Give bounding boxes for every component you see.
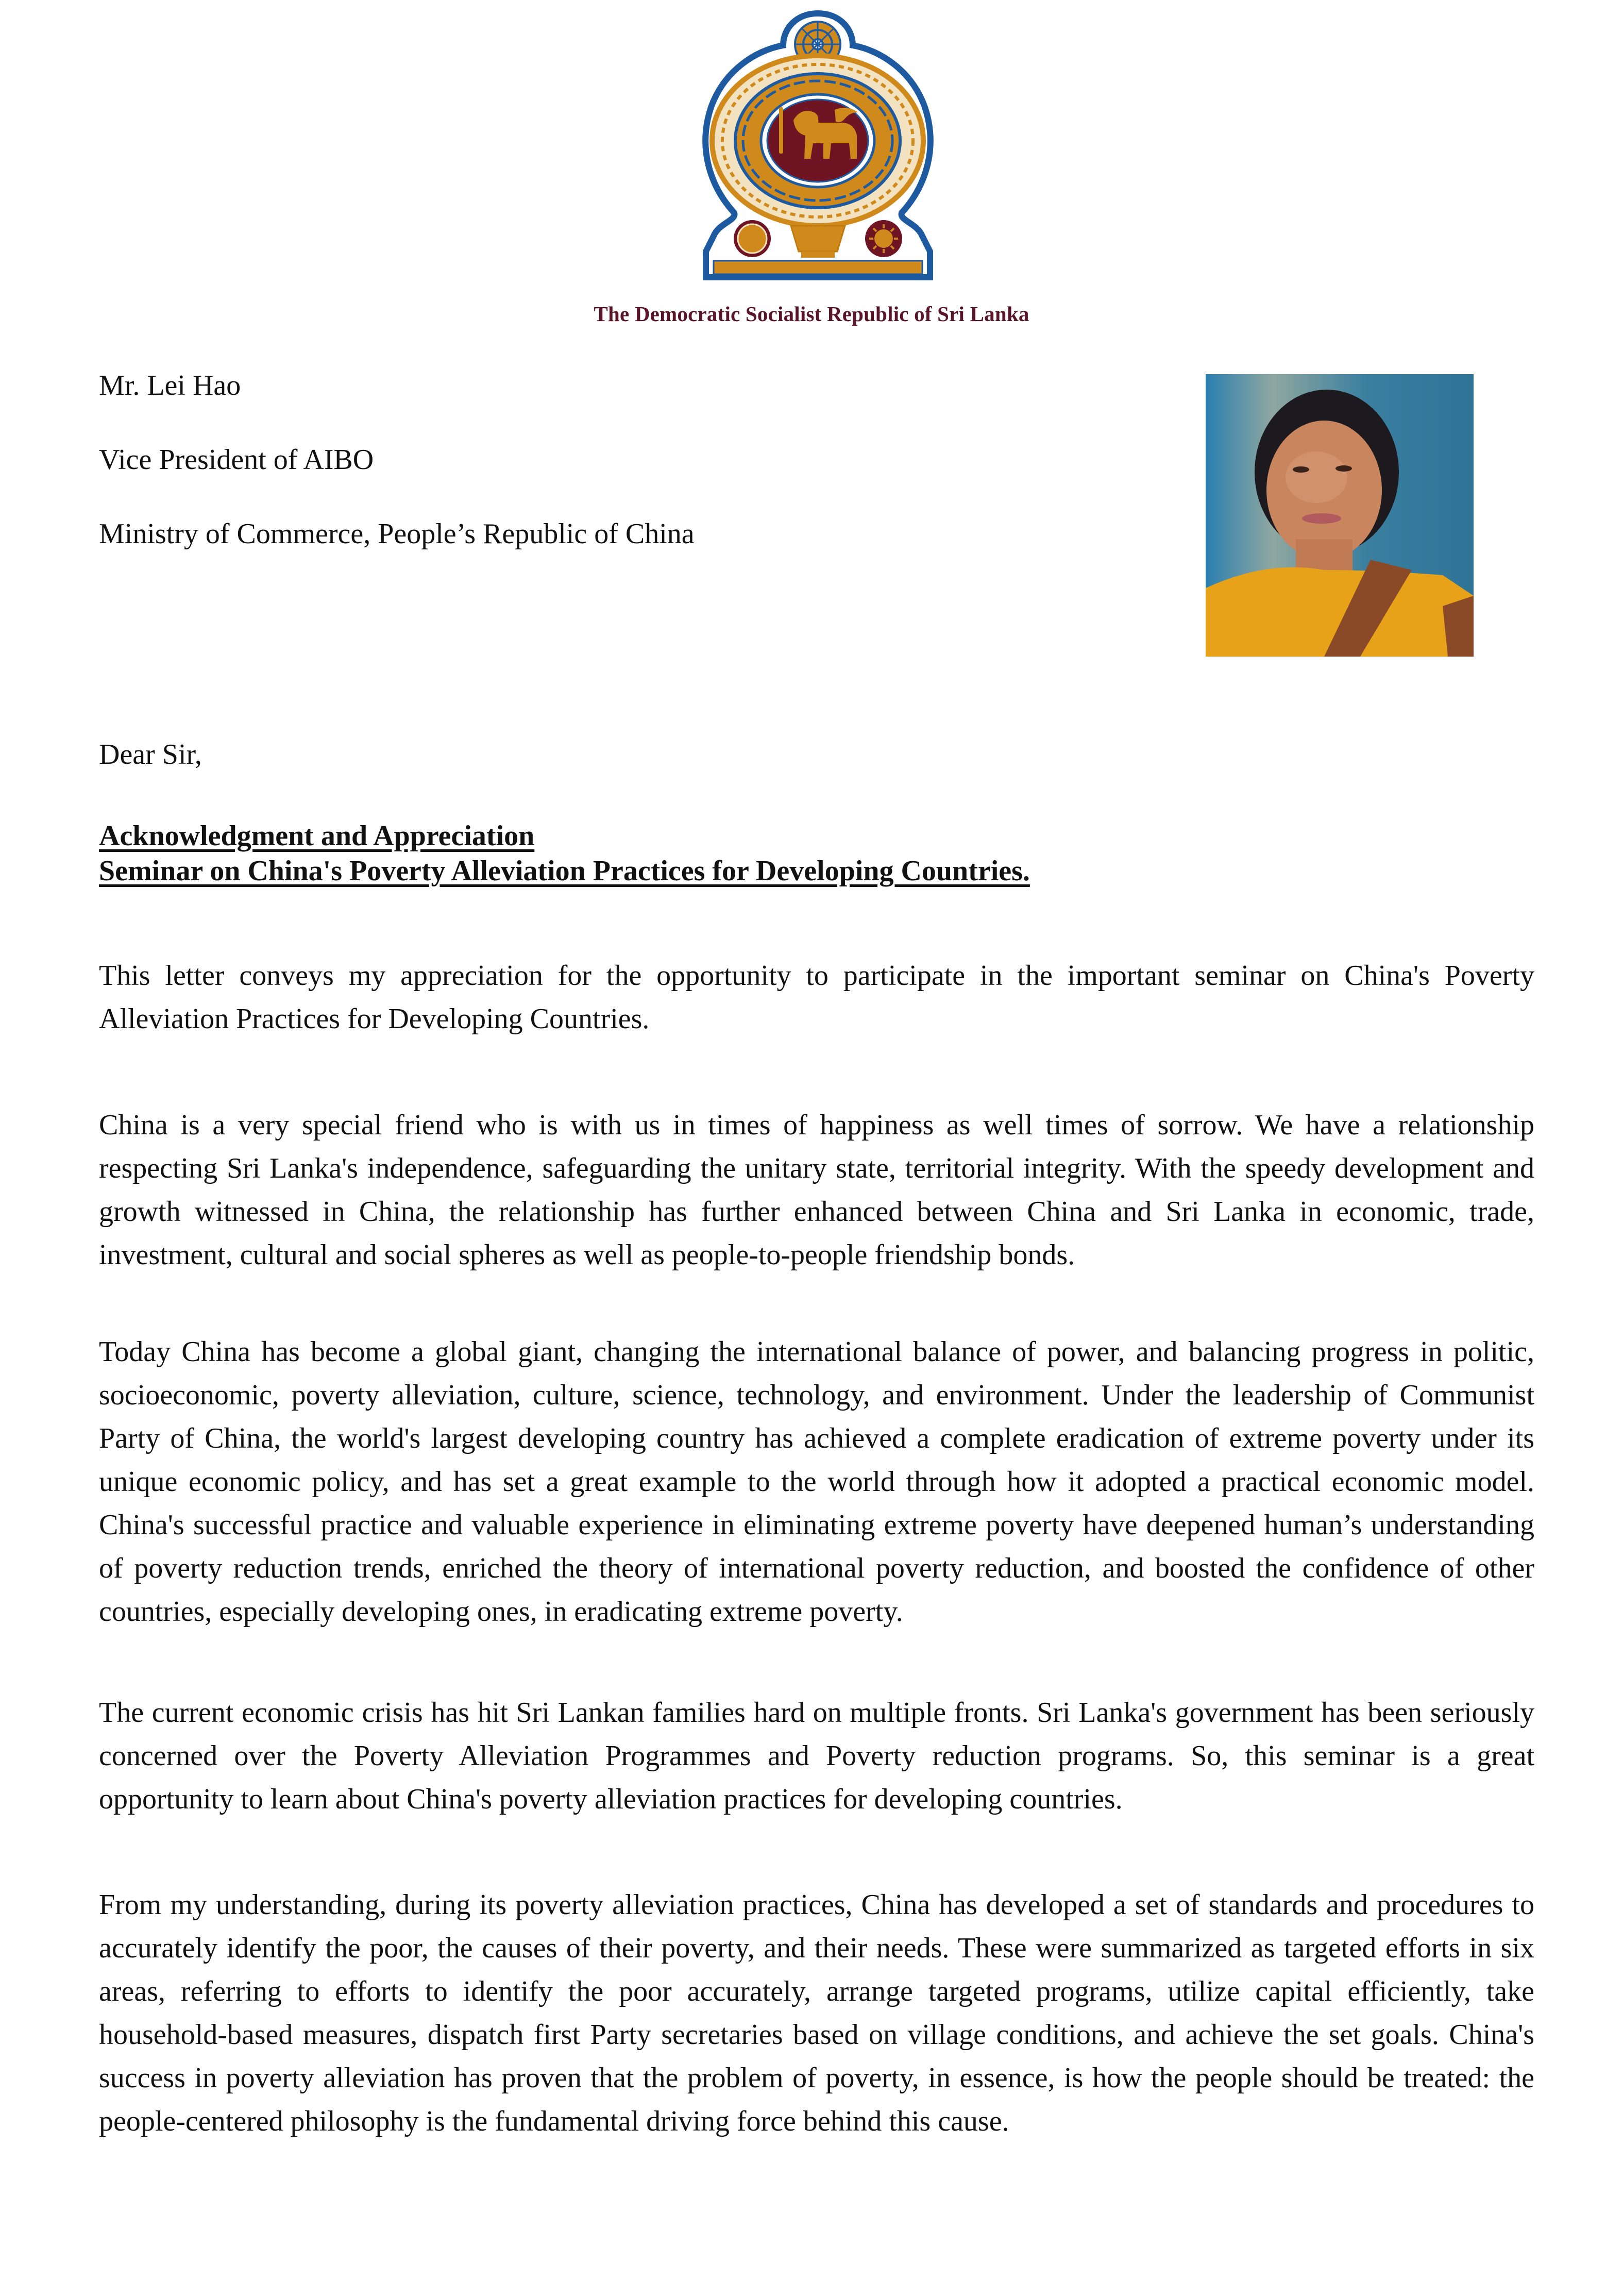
body-paragraph-4: The current economic crisis has hit Sri Lankan families hard on multiple fronts. Sri Lanka's government has been seriously concerned over the Poverty Alleviation Programmes and Poverty reduction programs. So, this seminar is a great opportunity to learn about China's poverty alleviation practices for developing countries. <box>99 1697 1534 1815</box>
body-paragraph-3: Today China has become a global giant, changing the international balance of power, and balancing progress in politic, socioeconomic, poverty alleviation, culture, science, technology, and environment. Under the leadership of Communist Party of China, the world's largest developing country has achieved a complete eradication of extreme poverty under its unique economic policy, and has set a great example to the world through how it adopted a practical economic model. China's successful practice and valuable experience in eliminating extreme poverty have deepened human’s understanding of poverty reduction trends, enriched the theory of international poverty reduction, and boosted the confidence of other countries, especially developing ones, in eradicating extreme poverty. <box>99 1336 1534 1628</box>
subject-line-1: Acknowledgment and Appreciation <box>99 820 535 852</box>
recipient-block <box>99 371 695 594</box>
recipient-organization: Ministry of Commerce, People’s Republic of China <box>99 518 695 550</box>
sri-lanka-emblem-icon <box>696 9 940 288</box>
portrait-photo <box>1206 374 1474 657</box>
body-paragraph-1: This letter conveys my appreciation for the opportunity to participate in the important seminar on China's Poverty Alleviation Practices for Developing Countries. <box>99 960 1534 1035</box>
recipient-name: Mr. Lei Hao <box>99 370 241 401</box>
body-paragraph-5: From my understanding, during its poverty alleviation practices, China has developed a set of standards and procedures to accurately identify the poor, the causes of their poverty, and their needs. These were summarized as targeted efforts in six areas, referring to efforts to identify the poor accurately, arrange targeted programs, utilize capital efficiently, take household-based measures, dispatch first Party secretaries based on village conditions, and achieve the set goals. China's success in poverty alleviation has proven that the problem of poverty, in essence, is how the people should be treated: the people-centered philosophy is the fundamental driving force behind this cause. <box>99 1889 1534 2137</box>
body-paragraph-2: China is a very special friend who is with us in times of happiness as well times of sorrow. We have a relationship respecting Sri Lanka's independence, safeguarding the unitary state, territorial integrity. With the speedy development and growth witnessed in China, the relationship has further enhanced between China and Sri Lanka in economic, trade, investment, cultural and social spheres as well as people-to-people friendship bonds. <box>99 1109 1534 1271</box>
salutation: Dear Sir, <box>99 739 202 770</box>
letterhead-caption: The Democratic Socialist Republic of Sri Lanka <box>594 302 1029 326</box>
subject-heading <box>99 818 1030 889</box>
recipient-title: Vice President of AIBO <box>99 444 374 476</box>
subject-line-2: Seminar on China's Poverty Alleviation Practices for Developing Countries. <box>99 855 1030 887</box>
